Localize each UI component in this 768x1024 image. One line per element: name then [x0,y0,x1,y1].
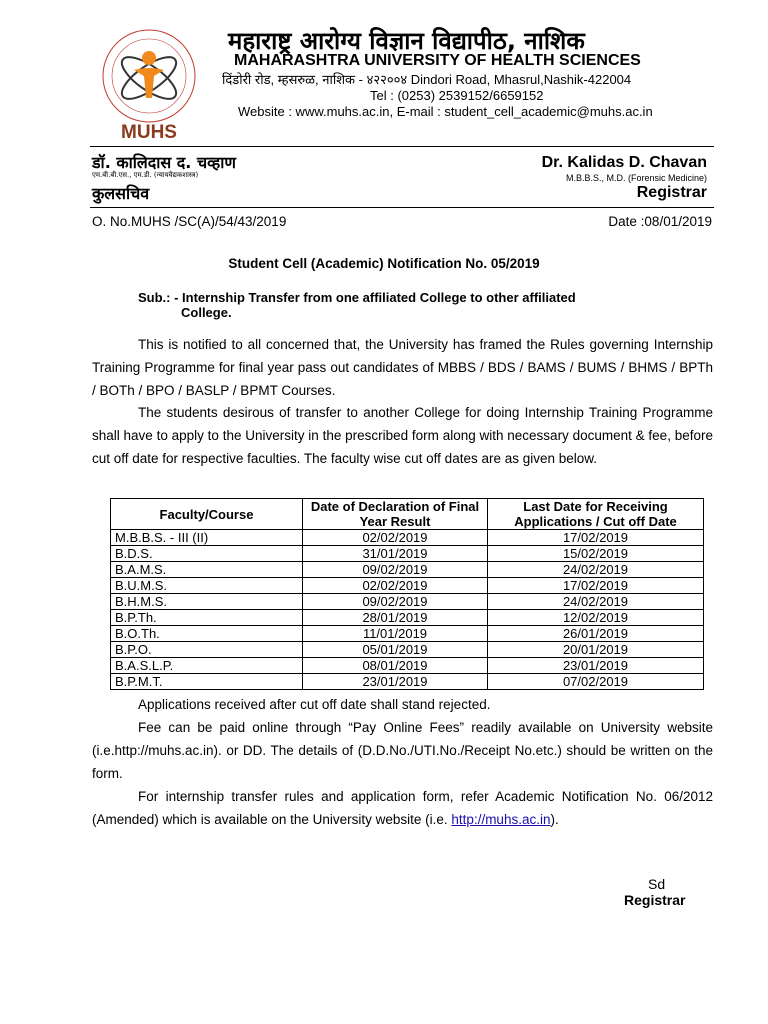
subject-line-2: College. [181,305,232,320]
faculty-cell: B.O.Th. [111,626,303,642]
table-row [111,674,704,690]
faculty-cell: B.P.Th. [111,610,303,626]
table-row [111,658,704,674]
result-date-cell: 23/01/2019 [303,674,488,690]
university-telephone: Tel : (0253) 2539152/6659152 [370,88,544,103]
faculty-cell: B.A.S.L.P. [111,658,303,674]
result-date-cell: 02/02/2019 [303,578,488,594]
order-date: Date :08/01/2019 [608,214,712,229]
cutoff-date-cell: 07/02/2019 [488,674,704,690]
faculty-cell: B.P.O. [111,642,303,658]
header-divider [90,146,714,147]
rules-reference-end: ). [550,812,559,827]
cutoff-date-cell: 15/02/2019 [488,546,704,562]
registrar-designation-english: Registrar [636,184,707,201]
cutoff-date-cell: 24/02/2019 [488,562,704,578]
registrar-designation-marathi: कुलसचिव [92,184,150,203]
cutoff-date-cell: 12/02/2019 [488,610,704,626]
logo-text: MUHS [121,122,177,143]
subject-line-1: Sub.: - Internship Transfer from one affiliated College to other affiliated [138,290,576,305]
result-date-cell: 02/02/2019 [303,530,488,546]
signature-sd: Sd [648,876,666,892]
university-name-english: MAHARASHTRA UNIVERSITY OF HEALTH SCIENCES [234,52,641,69]
faculty-cell: B.A.M.S. [111,562,303,578]
university-website-link[interactable]: http://muhs.ac.in [451,812,551,827]
cutoff-dates-table [110,498,704,690]
faculty-cell: B.D.S. [111,546,303,562]
faculty-cell: M.B.B.S. - III (II) [111,530,303,546]
paragraph-transfer: The students desirous of transfer to another College for doing Internship Training Programme shall have to apply to the University in the prescribed form along with necessary document & fee, before cut off date for respective faculties. The faculty wise cut off dates are as given below. [92,405,713,466]
paragraph-rejection: Applications received after cut off date shall stand rejected. [138,697,491,712]
university-name-marathi: महाराष्ट्र आरोग्य विज्ञान विद्यापीठ, नाशिक [228,27,585,55]
faculty-cell: B.U.M.S. [111,578,303,594]
column-header-cutoff-date: Last Date for Receiving Applications / Cut off Date [488,499,704,530]
cutoff-date-cell: 24/02/2019 [488,594,704,610]
table-row [111,610,704,626]
registrar-degree-english: M.B.B.S., M.D. (Forensic Medicine) [565,173,707,183]
signature-designation: Registrar [624,892,686,908]
paragraph-fee: Fee can be paid online through “Pay Online Fees” readily available on University website (i.e.http://muhs.ac.in). or DD. The details of (D.D.No./UTI.No./Receipt No.etc.) should be written on the form. [92,720,713,781]
university-address: दिंडोरी रोड, म्हसरुळ, नाशिक - ४२२००४ Dindori Road, Mhasrul,Nashik-422004 [222,72,632,87]
result-date-cell: 09/02/2019 [303,594,488,610]
muhs-logo [94,26,204,144]
registrar-divider [90,207,714,208]
table-row [111,626,704,642]
table-header-row [111,499,704,530]
notification-title: Student Cell (Academic) Notification No. 05/2019 [228,256,540,271]
table-row [111,530,704,546]
registrar-name-marathi: डॉ. कालिदास द. चव्हाण [92,153,236,172]
faculty-cell: B.P.M.T. [111,674,303,690]
cutoff-date-cell: 26/01/2019 [488,626,704,642]
result-date-cell: 11/01/2019 [303,626,488,642]
cutoff-date-cell: 20/01/2019 [488,642,704,658]
table-row [111,546,704,562]
result-date-cell: 08/01/2019 [303,658,488,674]
result-date-cell: 28/01/2019 [303,610,488,626]
university-website-email: Website : www.muhs.ac.in, E-mail : student_cell_academic@muhs.ac.in [238,104,653,119]
cutoff-date-cell: 23/01/2019 [488,658,704,674]
table-row [111,578,704,594]
paragraph-rules: This is notified to all concerned that, the University has framed the Rules governing Internship Training Programme for final year pass out candidates of MBBS / BDS / BAMS / BUMS / BHMS / BPTh / BOTh / BPO / BASLP / BPMT Courses. [92,337,713,398]
table-row [111,562,704,578]
result-date-cell: 05/01/2019 [303,642,488,658]
column-header-faculty: Faculty/Course [111,499,303,530]
result-date-cell: 09/02/2019 [303,562,488,578]
table-row [111,642,704,658]
cutoff-date-cell: 17/02/2019 [488,530,704,546]
faculty-cell: B.H.M.S. [111,594,303,610]
result-date-cell: 31/01/2019 [303,546,488,562]
column-header-result-date: Date of Declaration of Final Year Result [303,499,488,530]
cutoff-date-cell: 17/02/2019 [488,578,704,594]
order-number: O. No.MUHS /SC(A)/54/43/2019 [92,214,287,229]
table-row [111,594,704,610]
registrar-degree-marathi: एम.बी.बी.एस., एम.डी. (न्यायवैद्यकशास्त्र) [92,171,199,179]
rules-reference-text: For internship transfer rules and application form, refer Academic Notification No. 06/2012 (Amended) which is available on the University website (i.e. [92,789,713,827]
registrar-name-english: Dr. Kalidas D. Chavan [541,154,707,171]
paragraph-rules-reference [92,785,713,831]
